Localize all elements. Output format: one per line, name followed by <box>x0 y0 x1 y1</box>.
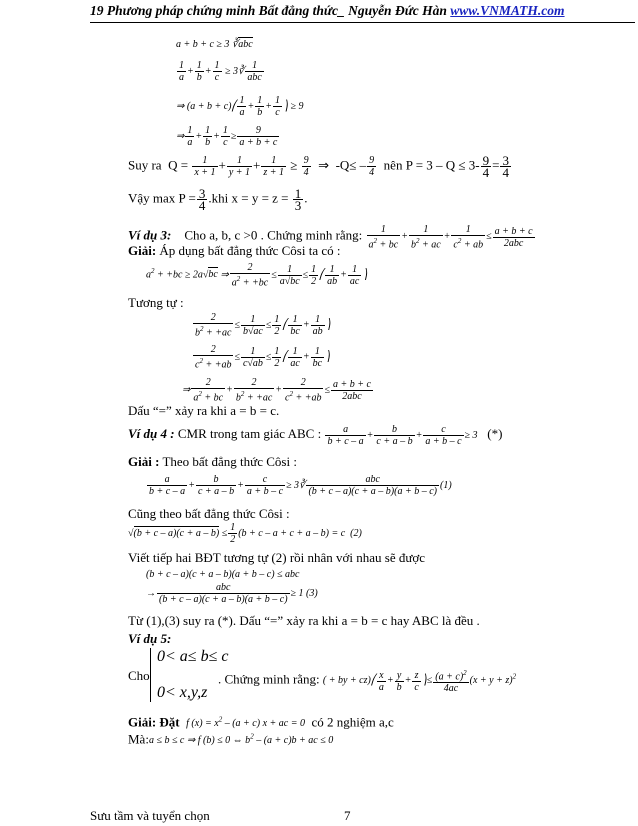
ma-line: Mà:a ≤ b ≤ c ⇒ f (b) ≤ 0 ⇔ $b^2 - (a + c)b$ + ac ≤ 0 <box>128 731 334 747</box>
vd3-line: Ví dụ 3: Cho a, b, c >0 . Chứng minh rằng: $\frac{1}{a^2 + bc}$ + $\frac{1}{b^2 + ac}$ + $\frac{1}{c^2 + ab}$ ≤ a + b + c 2abc <box>128 224 533 251</box>
dau-bang-line: Dấu “=” xảy ra khi a = b = c. <box>128 403 280 418</box>
vd5-line: Cho <box>128 668 150 683</box>
giai3-line: Giải: Áp dụng bất đẳng thức Côsi ta có : <box>128 243 341 258</box>
vd5-claim: . Chứng minh rằng: ( + by + cz)⎛ $\frac{x}{a}$ + $\frac{y}{b}$ + $\frac{z}{c}$ ⎞≤ $\frac{(a + c)^2}{4ac}$ $(x + y + z)^2$ <box>218 669 517 695</box>
vd4-line: Ví dụ 4 : CMR trong tam giác ABC : $\frac{a}{b + c - a}$ + $\frac{b}{c + a - b}$ + $\frac{c}{a + b - c}$ ≥ 3 (*) <box>128 424 503 447</box>
vd5-label: Ví dụ 5: <box>128 631 172 646</box>
website-link[interactable]: www.VNMATH.com <box>450 3 565 18</box>
max-p-line: Vậy max P = $\frac{3}{4}$ .khi x = y = z = $\frac{1}{3}$ . <box>128 186 308 213</box>
eq-ratio-3: → abc (b + c – a)(c + a – b)(a + b – c) ≥ 1 (3) <box>146 582 318 605</box>
suy-ra-line: Suy ra Q = $\frac{1}{x + 1}$ + $\frac{1}{y + 1}$ + $\frac{1}{z + 1}$ ≥ $\frac{9}{4}$ ⇒ -Q≤ – $\frac{9}{4}$ nên P = 3 – Q ≤ 3- $\frac{9}{4}$ = $\frac{3}{4}$ <box>128 153 509 180</box>
eq-tt-b: $\frac{2}{b^2 + +ac}$ ≤ $\frac{1}{b√ac}$ ≤ $\frac{1}{2}$ ⎛ $\frac{1}{bc}$ + $\frac{1}{ab}$ ⎞ <box>195 312 331 339</box>
tuong-tu-label: Tương tự : <box>128 295 184 310</box>
footer-credit: Sưu tầm và tuyển chọn <box>90 808 210 823</box>
page-number: 7 <box>344 808 351 823</box>
vd5-condition: 0< a≤ b≤ c 0< x,y,z <box>150 648 228 702</box>
eq-tt-c: $\frac{2}{c^2 + +ab}$ ≤ $\frac{1}{c√ab}$ ≤ $\frac{1}{2}$ ⎛ $\frac{1}{ac}$ + $\frac{1}{bc}$ ⎞ <box>195 344 331 371</box>
header-title: 19 Phương pháp chứng minh Bất đẳng thức_ Nguyễn Đức Hàn www.VNMATH.com <box>90 3 565 18</box>
eq-tt-sum: ⇒ $\frac{2}{a^2 + bc}$ + $\frac{2}{b^2 + +ac}$ + $\frac{2}{c^2 + +ab}$ ≤ a + b + c 2abc <box>182 377 371 404</box>
viet-tiep-line: Viết tiếp hai BĐT tương tự (2) rồi nhân với nhau sẽ được <box>128 550 426 565</box>
eq-recip-bound: ⇒ $\frac{1}{a}$ + $\frac{1}{b}$ + $\frac{1}{c}$ ≥ $\frac{9}{a + b + c}$ <box>176 125 278 148</box>
eq-giai3: $a^2 + +bc \ge 2a√bc$ ⇒ $\frac{2}{a^2 + +bc}$ ≤ $\frac{1}{a√bc}$ ≤ $\frac{1}{2}$ ⎛ $\frac{1}{ab}$ + $\frac{1}{ac}$ ⎞ <box>146 262 368 289</box>
eq-amgm-recip: $\frac{1}{a}$ + $\frac{1}{b}$ + $\frac{1}{c}$ ≥ 3∛ 1 abc <box>179 60 262 83</box>
giai4-line: Giải : Theo bất đẳng thức Côsi : <box>128 454 297 469</box>
eq-product: ⇒ (a + b + c)⎛ $\frac{1}{a}$ + $\frac{1}{b}$ + $\frac{1}{c}$ ⎞ ≥ 9 <box>176 95 304 118</box>
eq-amgm-sum: a + b + c ≥ 3 ∛abc <box>176 39 253 50</box>
cung-theo-line: Cũng theo bất đẳng thức Côsi : <box>128 506 290 521</box>
tu-13-line: Từ (1),(3) suy ra (*). Dấu “=” xảy ra khi a = b = c hay ABC là đều . <box>128 613 480 628</box>
eq-product-3: (b + c – a)(c + a – b)(a + b – c) ≤ abc <box>146 569 300 580</box>
eq-cung-theo: √(b + c – a)(c + a – b) ≤ $\frac{1}{2}$ (b + c – a + c + a – b) = c (2) <box>128 522 362 545</box>
page-header <box>90 0 635 23</box>
giai5-line: Giải: Đặt f $(x) = x^2 - (a + c) x$ + ac = 0 có 2 nghiệm a,c <box>128 714 394 730</box>
eq-giai4: $\frac{a}{b + c - a}$ + $\frac{b}{c + a - b}$ + $\frac{c}{a + b - c}$ ≥ 3∛ abc (b + c – a)(c + a – b)(a + b – c) (1) <box>149 474 452 497</box>
